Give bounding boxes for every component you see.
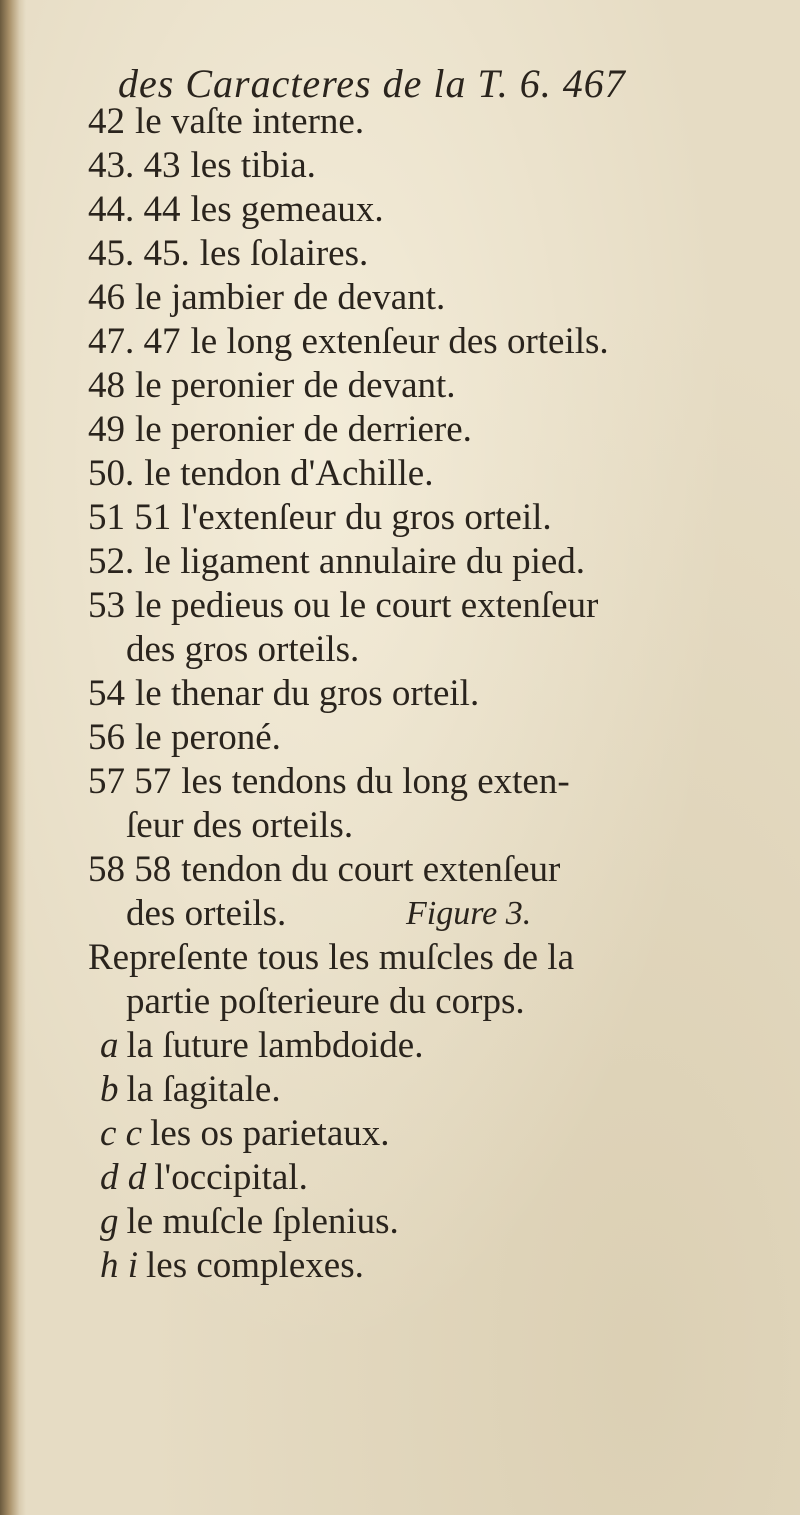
entry-text: les tibia. <box>190 145 316 186</box>
entry-number: 58 58 <box>88 849 172 890</box>
entry-letter: h i <box>100 1245 139 1286</box>
entry-number: 43. 43 <box>88 145 181 186</box>
legend-entry <box>88 848 738 892</box>
legend-entry <box>88 188 738 232</box>
page-gutter <box>0 0 26 1515</box>
legend-entry-continuation <box>88 628 738 672</box>
figure-description <box>88 936 738 980</box>
legend-entry <box>88 452 738 496</box>
legend-entry <box>88 144 738 188</box>
entry-text: le vaſte interne. <box>135 101 365 142</box>
entry-number: 53 <box>88 585 125 626</box>
entry-text: le peronier de devant. <box>135 365 456 406</box>
entry-text: la ſagitale. <box>126 1069 281 1110</box>
legend-entry <box>88 672 738 716</box>
legend-entry <box>88 320 738 364</box>
legend-entry <box>88 496 738 540</box>
entry-letter: g <box>100 1201 119 1242</box>
entry-number: 54 <box>88 673 125 714</box>
entry-number: 50. <box>88 453 135 494</box>
legend-list <box>88 100 738 1288</box>
entry-number: 42 <box>88 101 125 142</box>
entry-text: le peronier de derriere. <box>135 409 472 450</box>
entry-text: le ligament annulaire du pied. <box>144 541 586 582</box>
entry-text: le jambier de devant. <box>135 277 446 318</box>
entry-letter: c c <box>100 1113 143 1154</box>
entry-text: les tendons du long exten- <box>181 761 570 802</box>
legend-entry <box>88 364 738 408</box>
entry-letter: d d <box>100 1157 147 1198</box>
entry-text: l'occipital. <box>154 1157 308 1198</box>
entry-letter: a <box>100 1025 119 1066</box>
legend-entry-continuation <box>88 980 738 1024</box>
legend-entry <box>88 1068 738 1112</box>
entry-text: des gros orteils. <box>126 629 360 670</box>
legend-entry <box>88 1156 738 1200</box>
entry-text: les gemeaux. <box>190 189 384 230</box>
figure-caption: Figure 3. <box>406 895 532 932</box>
entry-number: 48 <box>88 365 125 406</box>
legend-entry <box>88 408 738 452</box>
entry-number: 49 <box>88 409 125 450</box>
entry-letter: b <box>100 1069 119 1110</box>
entry-text: le thenar du gros orteil. <box>135 673 480 714</box>
legend-entry <box>88 232 738 276</box>
legend-entry <box>88 760 738 804</box>
entry-number: 45. 45. <box>88 233 190 274</box>
entry-number: 52. <box>88 541 135 582</box>
legend-entry <box>88 1024 738 1068</box>
legend-entry <box>88 716 738 760</box>
entry-number: 44. 44 <box>88 189 181 230</box>
entry-text: l'extenſeur du gros orteil. <box>181 497 552 538</box>
entry-text: le peroné. <box>135 717 281 758</box>
entry-text: des orteils. <box>126 893 287 934</box>
entry-text: la ſuture lambdoide. <box>126 1025 424 1066</box>
legend-entry-continuation <box>88 892 738 936</box>
entry-text: le muſcle ſplenius. <box>126 1201 399 1242</box>
legend-entry <box>88 1112 738 1156</box>
legend-entry <box>88 584 738 628</box>
entry-text: les os parietaux. <box>150 1113 390 1154</box>
entry-number: 47. 47 <box>88 321 181 362</box>
entry-text: ſeur des orteils. <box>126 805 354 846</box>
legend-entry <box>88 276 738 320</box>
entry-text: partie poſterieure du corps. <box>126 981 525 1022</box>
entry-text: Repreſente tous les muſcles de la <box>88 937 574 978</box>
entry-text: les complexes. <box>146 1245 364 1286</box>
legend-entry-continuation <box>88 804 738 848</box>
legend-entry <box>88 540 738 584</box>
entry-text: les ſolaires. <box>199 233 369 274</box>
legend-entry <box>88 1244 738 1288</box>
entry-text: le pedieus ou le court extenſeur <box>135 585 599 626</box>
entry-number: 56 <box>88 717 125 758</box>
running-header: des Caracteres de la T. 6. 467 <box>118 61 626 106</box>
entry-text: le long extenſeur des orteils. <box>190 321 609 362</box>
entry-text: tendon du court extenſeur <box>181 849 561 890</box>
entry-number: 51 51 <box>88 497 172 538</box>
entry-text: le tendon d'Achille. <box>144 453 434 494</box>
entry-number: 57 57 <box>88 761 172 802</box>
legend-entry <box>88 100 738 144</box>
entry-number: 46 <box>88 277 125 318</box>
legend-entry <box>88 1200 738 1244</box>
